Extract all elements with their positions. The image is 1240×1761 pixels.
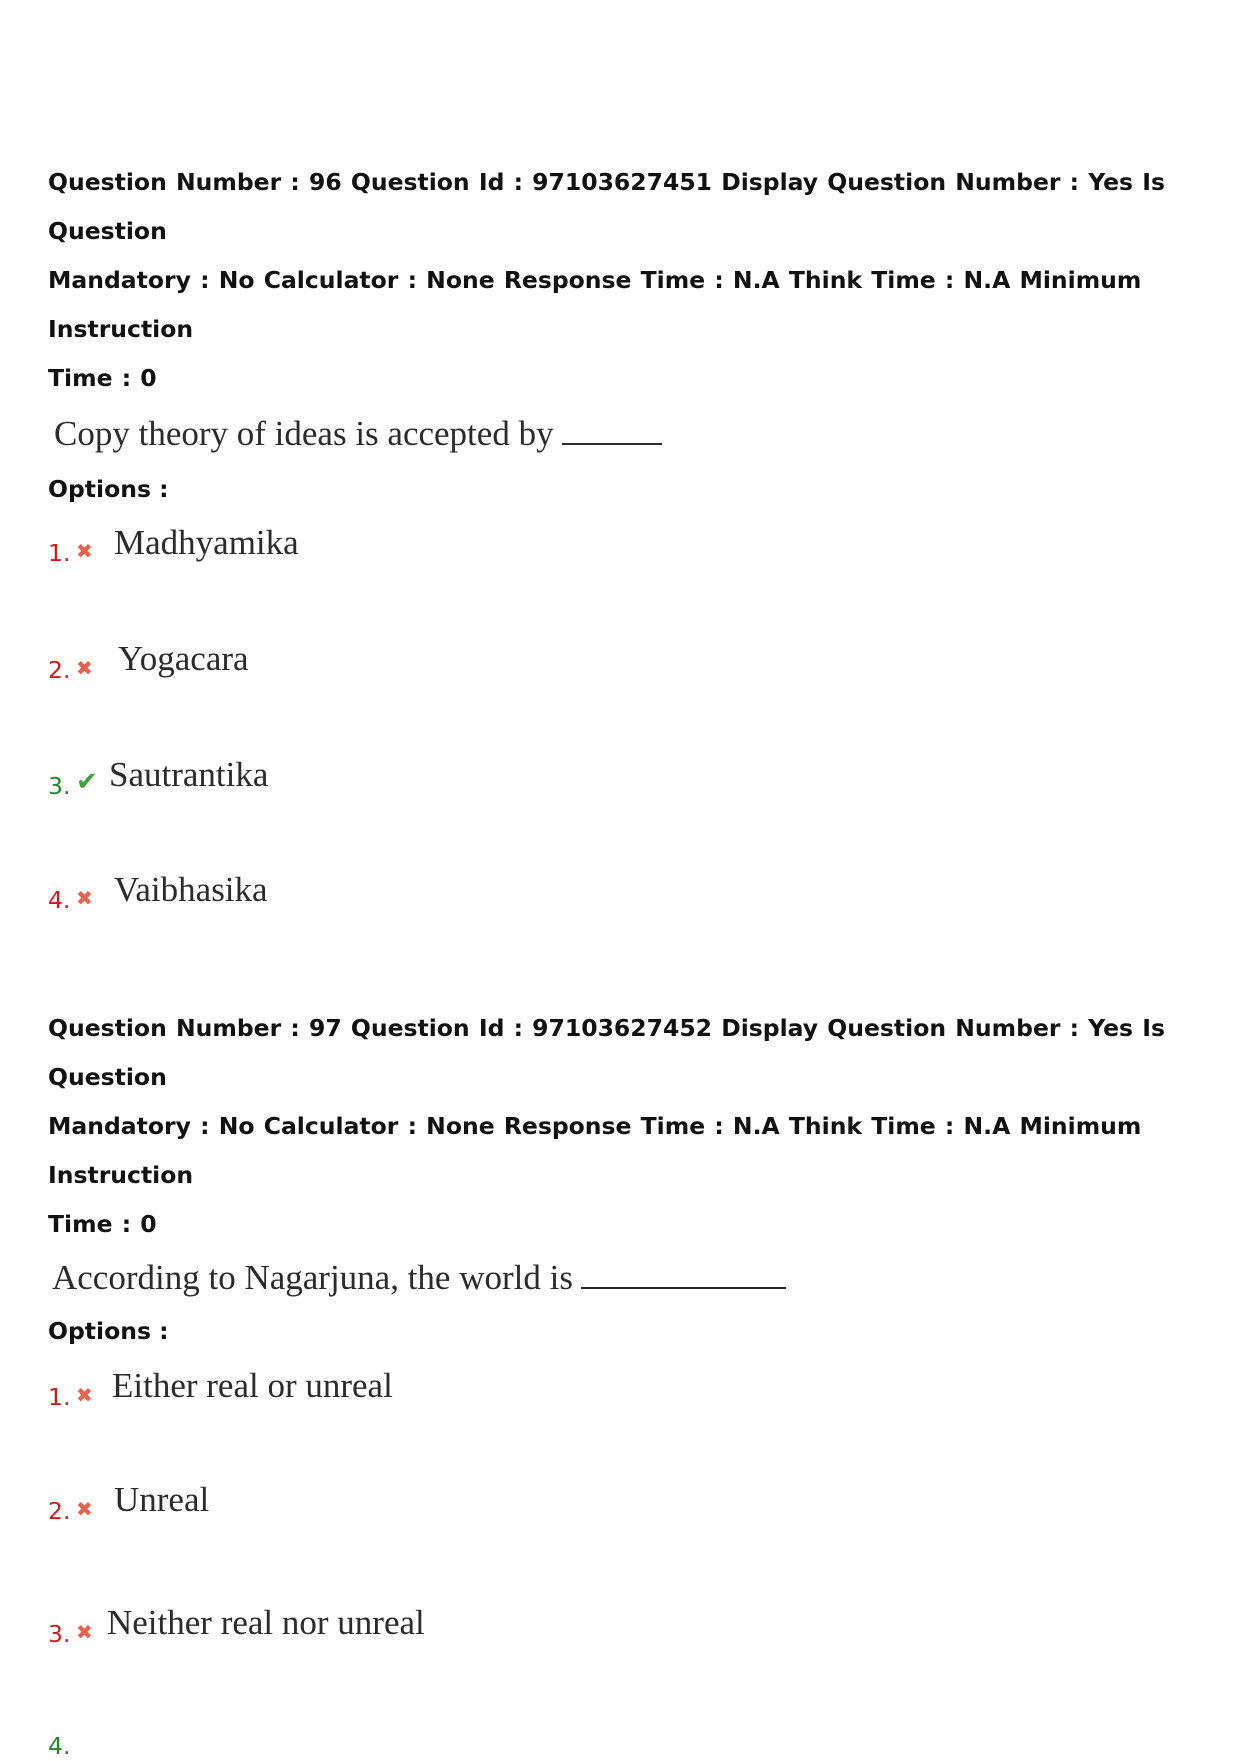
option-number: 2. [48, 656, 71, 684]
question-prompt-text: Copy theory of ideas is accepted by [54, 414, 554, 453]
option-text: Unreal [114, 1480, 210, 1519]
options-label: Options : [48, 475, 169, 503]
option-text: Either real or unreal [112, 1366, 393, 1405]
option-4 [48, 1719, 1208, 1759]
option-1 [48, 523, 1208, 567]
option-text: Neither real nor unreal [107, 1603, 425, 1642]
question-meta-line-2: Mandatory : No Calculator : None Response Time : N.A Think Time : N.A Minimum Instruction [48, 1112, 1142, 1189]
cross-icon: ✖ [76, 539, 93, 563]
option-1 [48, 1366, 1208, 1411]
cross-icon: ✖ [76, 1497, 93, 1521]
option-text: Yogacara [118, 639, 249, 678]
option-number: 1. [48, 1383, 71, 1411]
option-text: Vaibhasika [114, 870, 268, 909]
option-number: 4. [48, 886, 71, 914]
options-label: Options : [48, 1317, 169, 1345]
question-prompt [54, 409, 1208, 456]
cross-icon: ✖ [76, 656, 93, 680]
option-3 [48, 1603, 1208, 1648]
option-number: 4. [48, 1732, 71, 1760]
question-meta-line-1: Question Number : 96 Question Id : 97103627451 Display Question Number : Yes Is Question [48, 168, 1165, 245]
option-2 [48, 1480, 1208, 1525]
cross-icon: ✖ [76, 886, 93, 910]
option-number: 2. [48, 1497, 71, 1525]
answer-blank [562, 409, 662, 445]
question-meta-line-3: Time : 0 [48, 364, 157, 392]
question-block-96 [48, 158, 1208, 913]
option-2 [48, 639, 1208, 684]
question-block-97 [48, 1004, 1208, 1759]
cross-icon: ✖ [76, 1383, 93, 1407]
option-text: Sautrantika [109, 755, 269, 794]
question-meta-line-2: Mandatory : No Calculator : None Response Time : N.A Think Time : N.A Minimum Instruction [48, 266, 1142, 343]
question-meta-line-3: Time : 0 [48, 1210, 157, 1238]
check-icon: ✔ [76, 767, 98, 797]
option-3 [48, 755, 1208, 800]
option-4 [48, 870, 1208, 914]
option-text: Madhyamika [114, 523, 299, 562]
question-meta-line-1: Question Number : 97 Question Id : 97103627452 Display Question Number : Yes Is Question [48, 1014, 1165, 1091]
option-number: 3. [48, 772, 71, 800]
question-prompt-text: According to Nagarjuna, the world is [52, 1258, 573, 1297]
answer-blank [581, 1253, 786, 1289]
option-number: 3. [48, 1620, 71, 1648]
option-number: 1. [48, 539, 71, 567]
cross-icon: ✖ [76, 1620, 93, 1644]
question-prompt [52, 1253, 1208, 1300]
